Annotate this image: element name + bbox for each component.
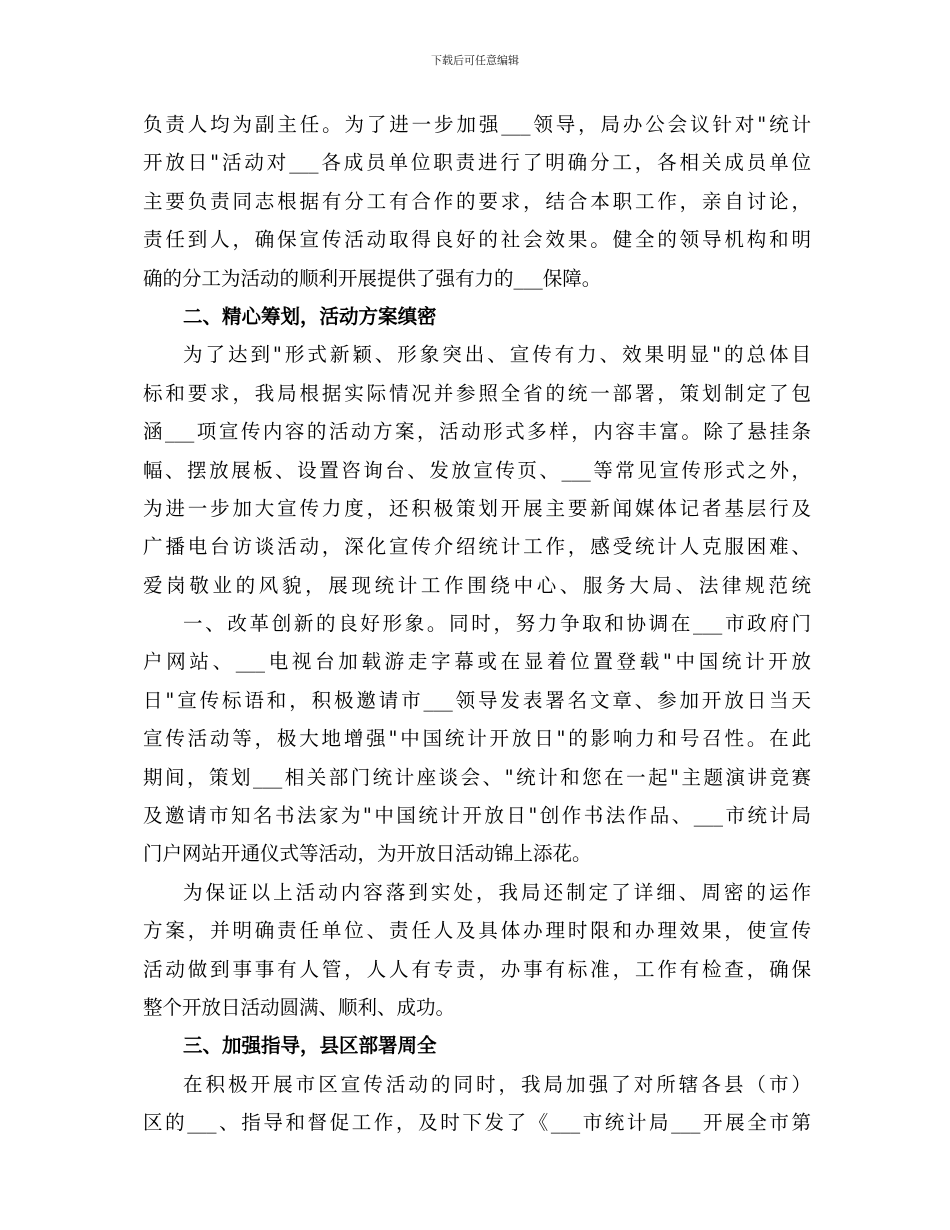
paragraph-line: 为保证以上活动内容落到实处，我局还制定了详细、周密的运作 bbox=[183, 880, 811, 904]
paragraph-line: 为了达到"形式新颖、形象突出、宣传有力、效果明显"的总体目 bbox=[183, 343, 811, 367]
paragraph-line: 整个开放日活动圆满、顺利、成功。 bbox=[143, 995, 456, 1019]
paragraph-line: 主要负责同志根据有分工有合作的要求，结合本职工作，亲自讨论， bbox=[143, 189, 811, 213]
section-heading: 三、加强指导，县区部署周全 bbox=[183, 1034, 437, 1058]
section-heading: 二、精心筹划，活动方案缜密 bbox=[183, 304, 437, 328]
paragraph-line: 为进一步加大宣传力度，还积极策划开展主要新闻媒体记者基层行及 bbox=[143, 496, 811, 520]
paragraph-line: 及邀请市知名书法家为"中国统计开放日"创作书法作品、___市统计局 bbox=[143, 804, 811, 828]
paragraph-line: 开放日"活动对___各成员单位职责进行了明确分工，各相关成员单位 bbox=[143, 151, 811, 175]
document-body bbox=[143, 106, 811, 1143]
paragraph-line: 涵___项宣传内容的活动方案，活动形式多样，内容丰富。除了悬挂条 bbox=[143, 420, 811, 444]
paragraph-line: 日"宣传标语和，积极邀请市___领导发表署名文章、参加开放日当天 bbox=[143, 688, 811, 712]
paragraph-line: 责任到人，确保宣传活动取得良好的社会效果。健全的领导机构和明 bbox=[143, 228, 811, 252]
paragraph-line: 在积极开展市区宣传活动的同时，我局加强了对所辖各县（市） bbox=[183, 1072, 811, 1096]
paragraph-line: 活动做到事事有人管，人人有专责，办事有标准，工作有检查，确保 bbox=[143, 957, 811, 981]
paragraph-line: 确的分工为活动的顺利开展提供了强有力的___保障。 bbox=[143, 266, 602, 290]
paragraph-line: 负责人均为副主任。为了进一步加强___领导，局办公会议针对"统计 bbox=[143, 113, 811, 136]
paragraph-line: 户网站、___电视台加载游走字幕或在显着位置登载"中国统计开放 bbox=[143, 650, 811, 674]
paragraph-line: 广播电台访谈活动，深化宣传介绍统计工作，感受统计人克服困难、 bbox=[143, 535, 811, 559]
paragraph-line: 一、改革创新的良好形象。同时，努力争取和协调在___市政府门 bbox=[183, 612, 811, 636]
paragraph-line: 区的___、指导和督促工作，及时下发了《___市统计局___开展全市第 bbox=[143, 1111, 811, 1135]
paragraph-line: 方案，并明确责任单位、责任人及具体办理时限和办理效果，使宣传 bbox=[143, 919, 811, 943]
paragraph-line: 门户网站开通仪式等活动，为开放日活动锦上添花。 bbox=[143, 842, 592, 866]
paragraph-line: 爱岗敬业的风貌，展现统计工作围绕中心、服务大局、法律规范统 bbox=[143, 573, 811, 597]
paragraph-line: 期间，策划___相关部门统计座谈会、"统计和您在一起"主题演讲竞赛 bbox=[143, 765, 811, 789]
page-header: 下载后可任意编辑 bbox=[431, 54, 519, 67]
paragraph-line: 标和要求，我局根据实际情况并参照全省的统一部署，策划制定了包 bbox=[143, 381, 811, 405]
paragraph-line: 宣传活动等，极大地增强"中国统计开放日"的影响力和号召性。在此 bbox=[143, 727, 811, 751]
paragraph-line: 幅、摆放展板、设置咨询台、发放宣传页、___等常见宣传形式之外， bbox=[143, 458, 811, 482]
